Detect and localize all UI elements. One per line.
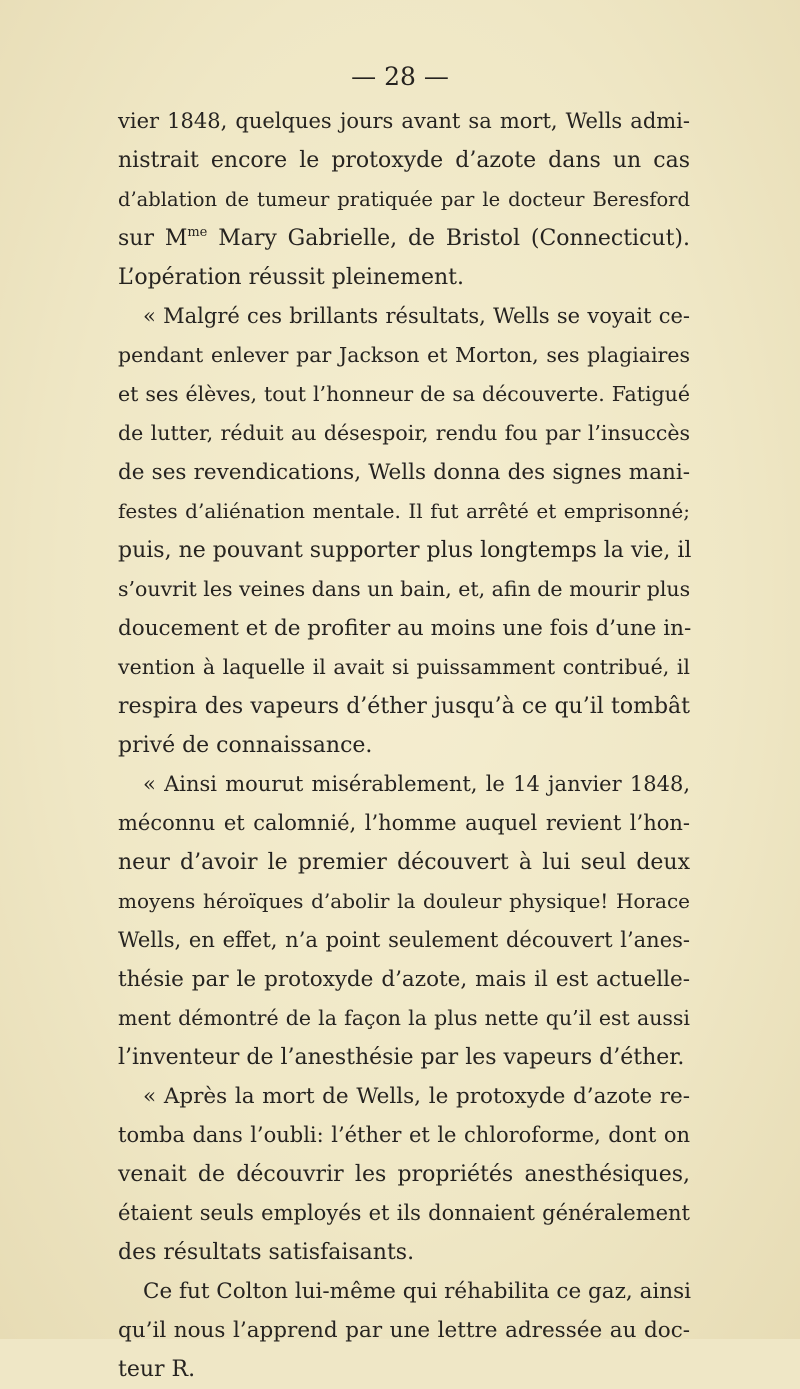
- text-line: puis, ne pouvant supporter plus longtemps la vie, il: [118, 538, 692, 563]
- text-line: d’ablation de tumeur pratiquée par le docteur Beresford: [118, 188, 690, 211]
- text-line: respira des vapeurs d’éther jusqu’à ce qu’il tombât: [118, 694, 690, 719]
- text-line: festes d’aliénation mentale. Il fut arrêté et emprisonné;: [118, 499, 690, 523]
- superscript: me: [187, 225, 208, 240]
- text-line: qu’il nous l’apprend par une lettre adressée au doc-: [118, 1318, 690, 1343]
- text-line: tomba dans l’oubli: l’éther et le chloroforme, dont on: [118, 1123, 690, 1147]
- text-line: vention à laquelle il avait si puissamment contribué, il: [118, 655, 690, 679]
- text-line: ment démontré de la façon la plus nette qu’il est aussi: [118, 1006, 690, 1030]
- text-line: thésie par le protoxyde d’azote, mais il est actuelle-: [118, 967, 690, 992]
- text-line: des résultats satisfaisants.: [118, 1240, 415, 1265]
- text-line: [118, 219, 690, 258]
- text-line: de ses revendications, Wells donna des signes mani-: [118, 460, 690, 485]
- text-line: nistrait encore le protoxyde d’azote dans un cas: [118, 148, 690, 173]
- text-line: Wells, en effet, n’a point seulement découvert l’anes-: [118, 928, 690, 952]
- text-line: étaient seuls employés et ils donnaient généralement: [118, 1201, 690, 1225]
- text-line: teur R.: [118, 1357, 196, 1382]
- text-line: méconnu et calomnié, l’homme auquel revient l’hon-: [118, 811, 690, 835]
- paragraph-start-line: « Malgré ces brillants résultats, Wells se voyait ce-: [143, 304, 690, 328]
- text-line: pendant enlever par Jackson et Morton, ses plagiaires: [118, 343, 690, 367]
- text-fragment: Mary Gabrielle, de Bristol (Connecticut).: [207, 226, 691, 251]
- text-line: privé de connaissance.: [118, 733, 373, 758]
- text-fragment: sur M: [118, 226, 188, 251]
- paragraph-start-line: Ce fut Colton lui-même qui réhabilita ce gaz, ainsi: [143, 1279, 692, 1304]
- paragraph-start-line: « Après la mort de Wells, le protoxyde d’azote re-: [143, 1084, 690, 1109]
- text-line: L’opération réussit pleinement.: [118, 265, 464, 290]
- page-number: — 28 —: [351, 62, 449, 91]
- text-line: et ses élèves, tout l’honneur de sa découverte. Fatigué: [118, 382, 690, 406]
- text-line: vier 1848, quelques jours avant sa mort, Wells admi-: [118, 109, 690, 133]
- text-line: de lutter, réduit au désespoir, rendu fou par l’insuccès: [118, 421, 690, 445]
- paragraph-start-line: « Ainsi mourut misérablement, le 14 janvier 1848,: [143, 772, 690, 796]
- text-line: doucement et de profiter au moins une fois d’une in-: [118, 616, 692, 641]
- text-line: neur d’avoir le premier découvert à lui seul deux: [118, 850, 690, 875]
- text-line: s’ouvrit les veines dans un bain, et, afin de mourir plus: [118, 577, 691, 601]
- text-line: l’inventeur de l’anesthésie par les vapeurs d’éther.: [118, 1045, 685, 1070]
- body-text: [118, 102, 690, 1389]
- text-line: moyens héroïques d’abolir la douleur physique! Horace: [118, 889, 690, 913]
- text-line: venait de découvrir les propriétés anesthésiques,: [118, 1162, 690, 1187]
